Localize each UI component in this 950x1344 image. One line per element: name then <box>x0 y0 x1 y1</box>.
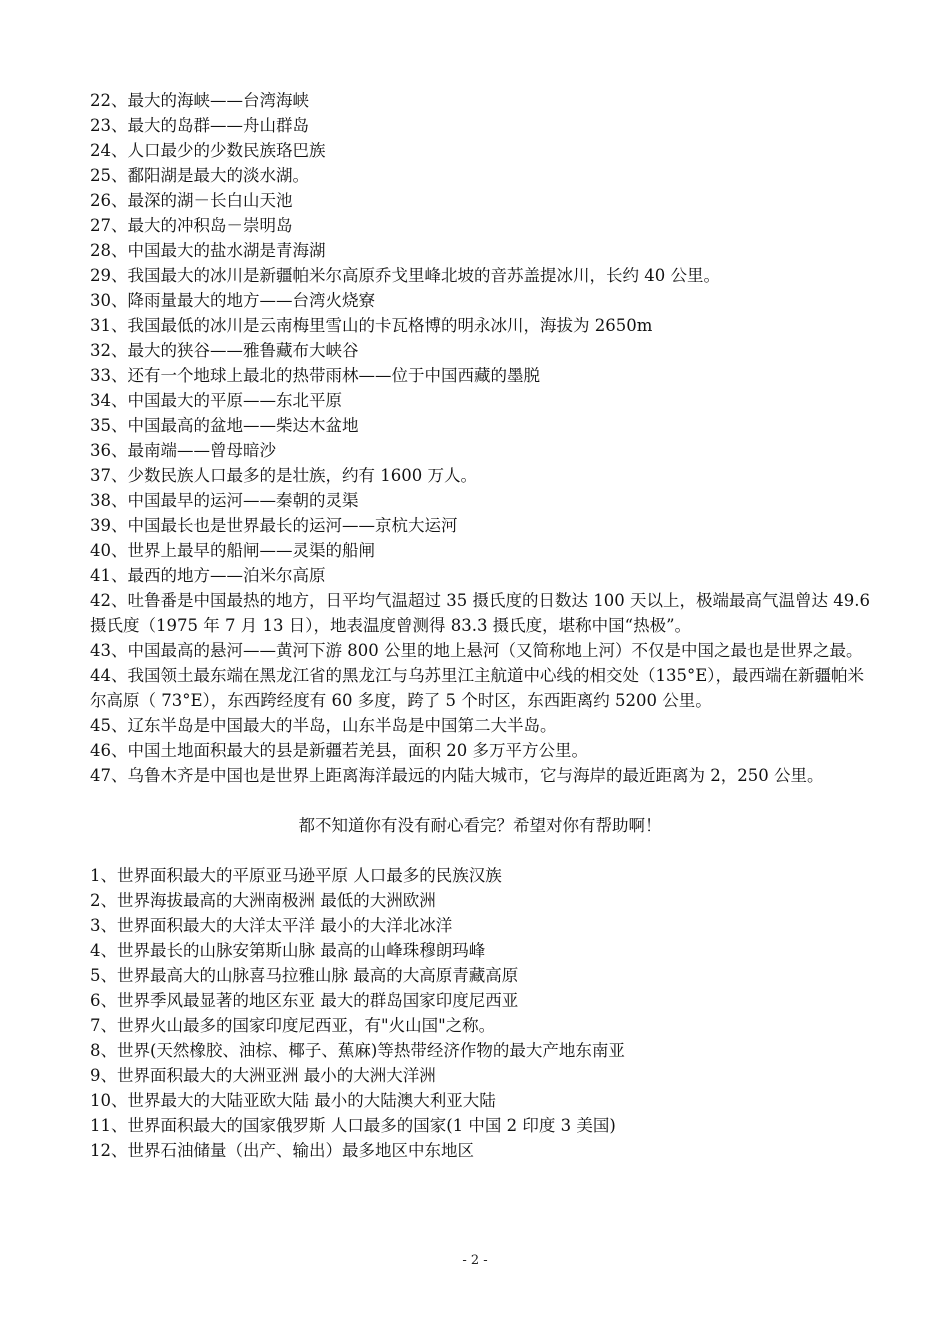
list-item: 28、中国最大的盐水湖是青海湖 <box>90 241 326 260</box>
list-item: 46、中国土地面积最大的县是新疆若羌县，面积 20 多万平方公里。 <box>90 741 588 760</box>
list-item: 7、世界火山最多的国家印度尼西亚，有"火山国"之称。 <box>90 1016 496 1035</box>
list-item: 42、吐鲁番是中国最热的地方，日平均气温超过 35 摄氏度的日数达 100 天以上，极端最高气温曾达 49.6 摄氏度（1975 年 7 月 13 日），地表温度曾测得 83.3 摄氏度，堪称中国“热极”。 <box>90 591 876 635</box>
list-item: 30、降雨量最大的地方——台湾火烧寮 <box>90 291 375 310</box>
list-item: 47、乌鲁木齐是中国也是世界上距离海洋最远的内陆大城市，它与海岸的最近距离为 2，250 公里。 <box>90 766 824 785</box>
world-facts-list <box>90 863 870 1163</box>
list-item: 38、中国最早的运河——秦朝的灵渠 <box>90 491 359 510</box>
list-item: 5、世界最高大的山脉喜马拉雅山脉 最高的大高原青藏高原 <box>90 966 519 985</box>
list-item: 24、人口最少的少数民族珞巴族 <box>90 141 326 160</box>
list-item: 37、少数民族人口最多的是壮族，约有 1600 万人。 <box>90 466 477 485</box>
china-facts-list <box>90 88 876 788</box>
list-item: 43、中国最高的悬河——黄河下游 800 公里的地上悬河（又简称地上河）不仅是中国之最也是世界之最。 <box>90 641 863 660</box>
list-item: 26、最深的湖－长白山天池 <box>90 191 293 210</box>
list-item: 9、世界面积最大的大洲亚洲 最小的大洲大洋洲 <box>90 1066 436 1085</box>
list-item: 36、最南端——曾母暗沙 <box>90 441 276 460</box>
list-item: 27、最大的冲积岛－崇明岛 <box>90 216 293 235</box>
list-item: 34、中国最大的平原——东北平原 <box>90 391 342 410</box>
list-item: 1、世界面积最大的平原亚马逊平原 人口最多的民族汉族 <box>90 866 502 885</box>
list-item: 32、最大的狭谷——雅鲁藏布大峡谷 <box>90 341 359 360</box>
list-item: 31、我国最低的冰川是云南梅里雪山的卡瓦格博的明永冰川，海拔为 2650m <box>90 316 653 335</box>
list-item: 29、我国最大的冰川是新疆帕米尔高原乔戈里峰北坡的音苏盖提冰川，长约 40 公里。 <box>90 266 720 285</box>
page-number: - 2 - <box>462 1253 488 1268</box>
list-item: 25、鄱阳湖是最大的淡水湖。 <box>90 166 309 185</box>
list-item: 22、最大的海峡——台湾海峡 <box>90 91 309 110</box>
interlude-line: 都不知道你有没有耐心看完？希望对你有帮助啊！ <box>298 816 662 835</box>
list-item: 6、世界季风最显著的地区东亚 最大的群岛国家印度尼西亚 <box>90 991 519 1010</box>
list-item: 10、世界最大的大陆亚欧大陆 最小的大陆澳大利亚大陆 <box>90 1091 496 1110</box>
list-item: 11、世界面积最大的国家俄罗斯 人口最多的国家(1 中国 2 印度 3 美国) <box>90 1116 616 1135</box>
list-item: 40、世界上最早的船闸——灵渠的船闸 <box>90 541 375 560</box>
document-body <box>90 88 876 1163</box>
list-item: 2、世界海拔最高的大洲南极洲 最低的大洲欧洲 <box>90 891 436 910</box>
list-item: 45、辽东半岛是中国最大的半岛，山东半岛是中国第二大半岛。 <box>90 716 557 735</box>
list-item: 8、世界(天然橡胶、油棕、椰子、蕉麻)等热带经济作物的最大产地东南亚 <box>90 1041 625 1060</box>
list-item: 41、最西的地方——泊米尔高原 <box>90 566 326 585</box>
list-item: 44、我国领土最东端在黑龙江省的黑龙江与乌苏里江主航道中心线的相交处（135°E），最西端在新疆帕米尔高原（ 73°E），东西跨经度有 60 多度，跨了 5 个时区，东西距离约 5200 公里。 <box>90 666 865 710</box>
list-item: 33、还有一个地球上最北的热带雨林——位于中国西藏的墨脱 <box>90 366 540 385</box>
list-item: 3、世界面积最大的大洋太平洋 最小的大洋北冰洋 <box>90 916 453 935</box>
list-item: 23、最大的岛群——舟山群岛 <box>90 116 309 135</box>
list-item: 35、中国最高的盆地——柴达木盆地 <box>90 416 359 435</box>
list-item: 12、世界石油储量（出产、输出）最多地区中东地区 <box>90 1141 474 1160</box>
list-item: 39、中国最长也是世界最长的运河——京杭大运河 <box>90 516 458 535</box>
list-item: 4、世界最长的山脉安第斯山脉 最高的山峰珠穆朗玛峰 <box>90 941 486 960</box>
